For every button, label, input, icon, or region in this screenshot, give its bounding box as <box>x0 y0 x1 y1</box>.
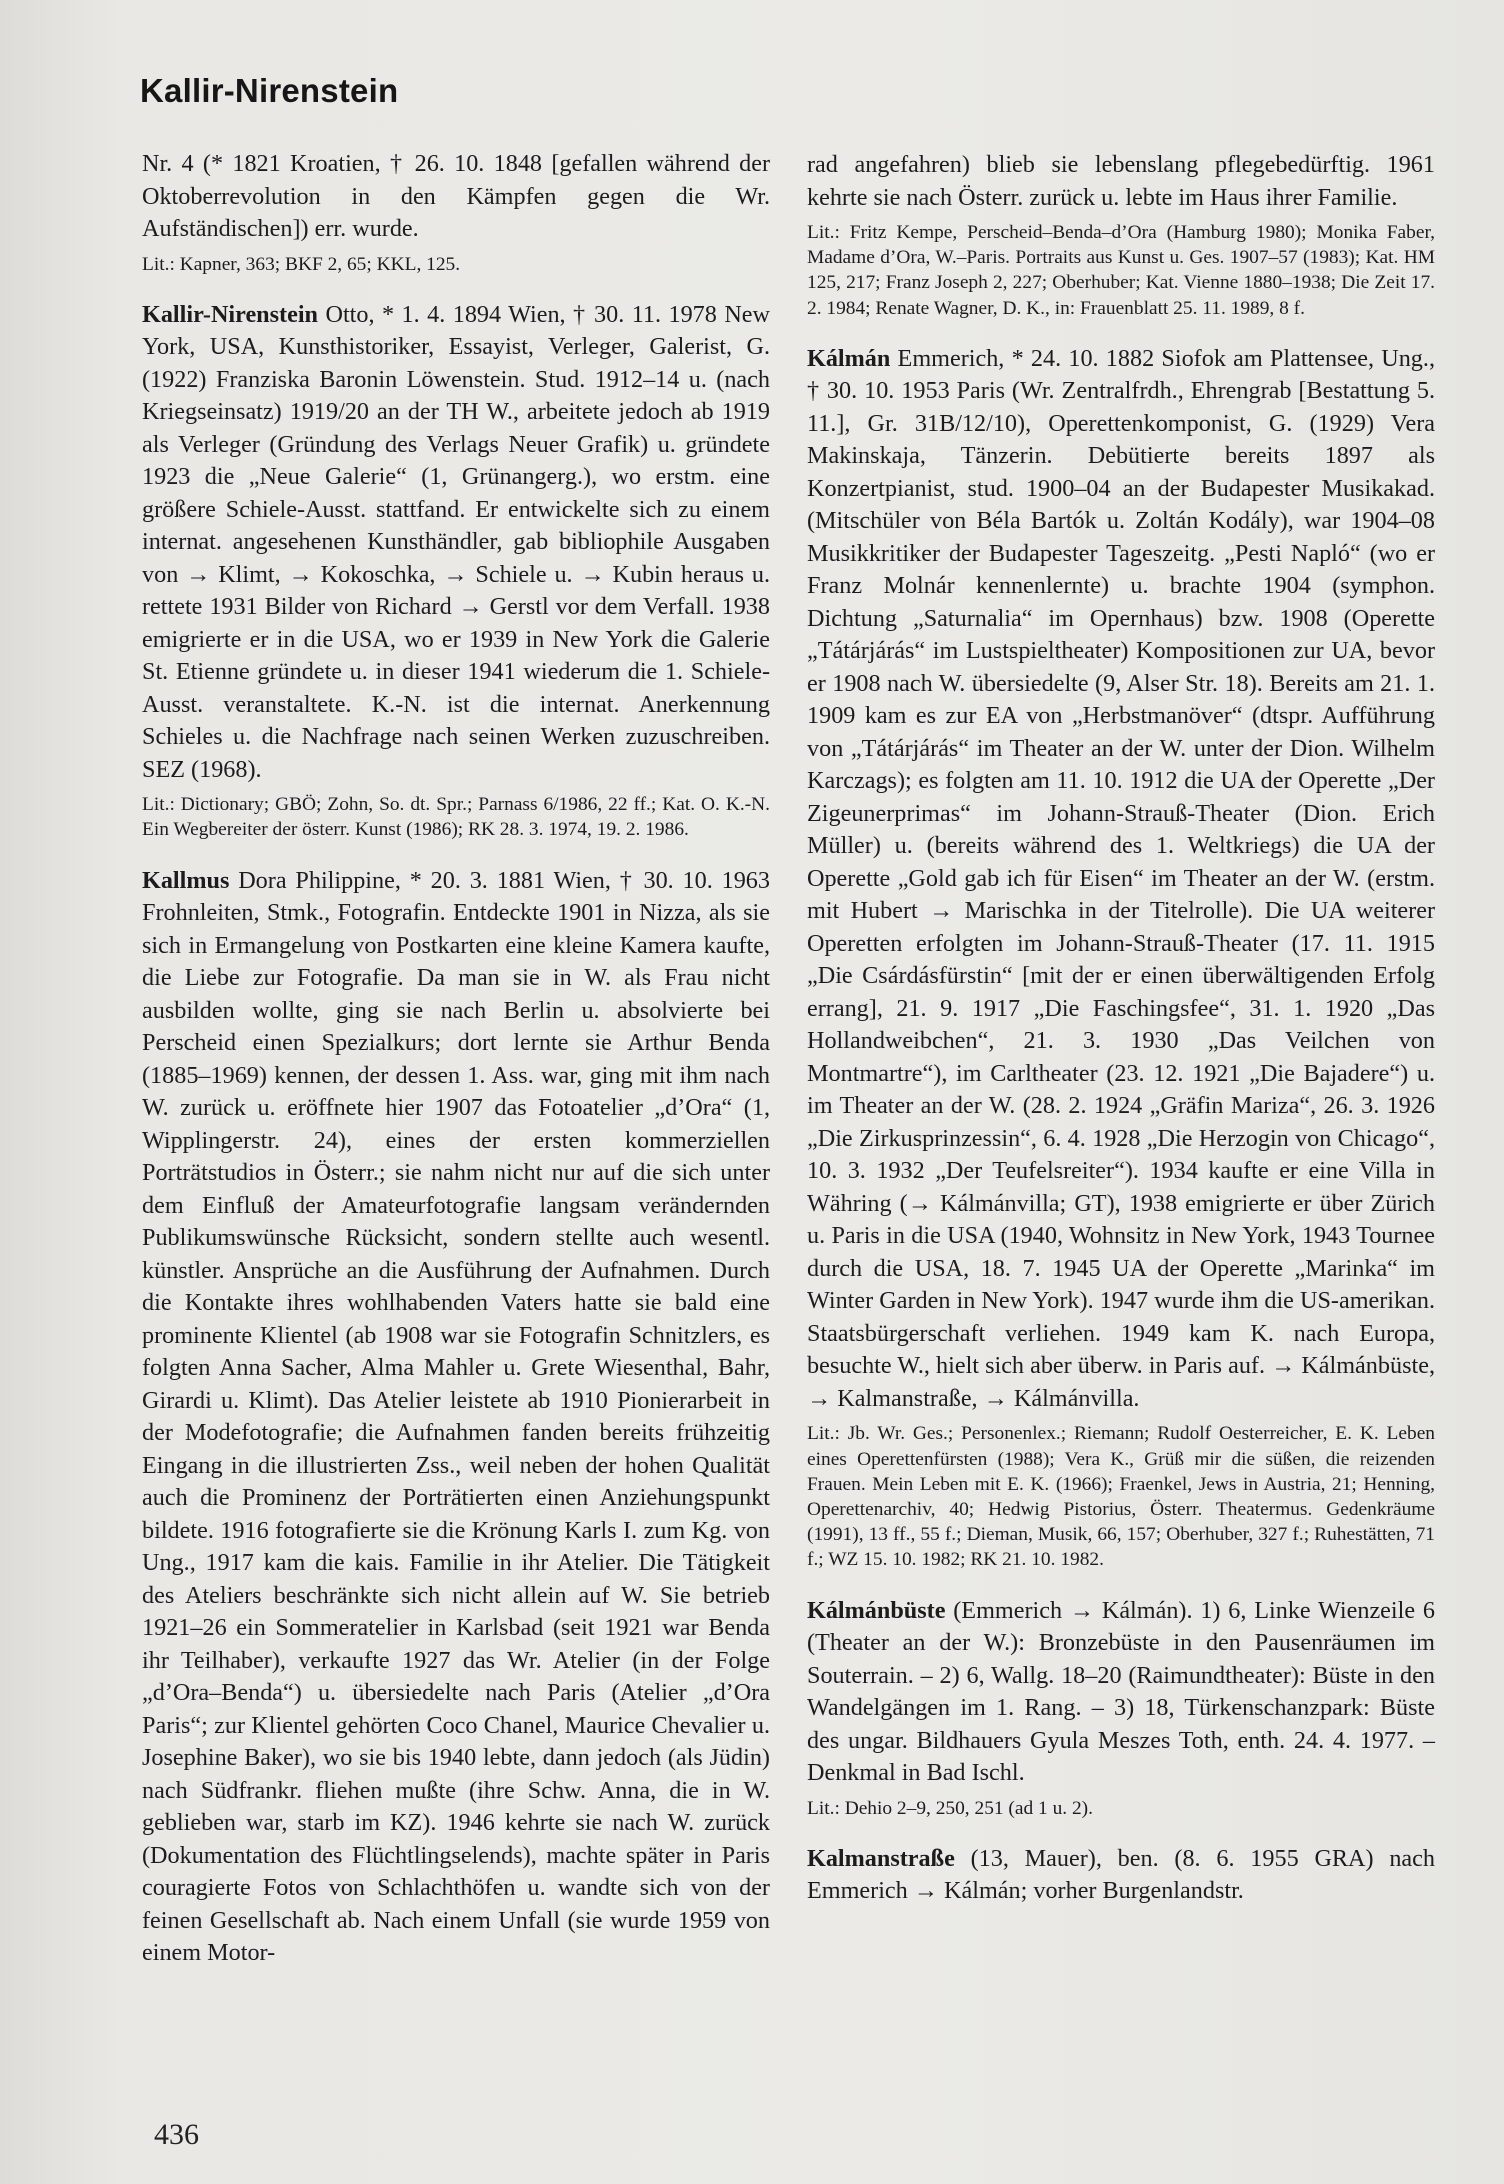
literature-note: Lit.: Dictionary; GBÖ; Zohn, So. dt. Spr.; Parnass 6/1986, 22 ff.; Kat. O. K.-N. Ein Wegbereiter der österr. Kunst (1986); RK 28. 3. 1974, 19. 2. 1986. <box>142 794 770 841</box>
entry-body: (Emmerich → Kálmán). 1) 6, Linke Wienzeile 6 (Theater an der W.): Bronzebüste in den Pausenräumen im Souterrain. – 2) 6, Wallg. 18–20 (Raimundtheater): Büste in den Wandelgängen im 1. Rang. – 3) 18, Türkenschanzpark: Büste des ungar. Bildhauers Gyula Meszes Toth, enth. 24. 4. 1977. – Denkmal in Bad Ischl. <box>807 1596 1435 1787</box>
entry-body: Emmerich, * 24. 10. 1882 Siofok am Plattensee, Ung., † 30. 10. 1953 Paris (Wr. Zentralfrdh., Ehrengrab [Bestattung 5. 11.], Gr. 31B/12/10), Operettenkomponist, G. (1929) Vera Makinskaja, Tänzerin. Debütierte bereits 1897 als Konzertpianist, stud. 1900–04 an der Budapester Musikakad. (Mitschüler von Béla Bartók u. Zoltán Kodály), war 1904–08 Musikkritiker der Budapester Tageszeitg. „Pesti Napló“ (wo er Franz Molnár kennenlernte) u. brachte 1904 (symphon. Dichtung „Saturnalia“ im Opernhaus) bzw. 1908 (Operette „Tátárjárás“ im Lustspieltheater) Kompositionen zur UA, bevor er 1908 nach W. übersiedelte (9, Alser Str. 18). Bereits am 21. 1. 1909 kam es zur EA von „Herbstmanöver“ (dtspr. Aufführung von „Tátárjárás“ im Theater an der W. unter der Dion. Wilhelm Karczags); es folgten am 11. 10. 1912 die UA der Operette „Der Zigeunerprimas“ im Johann-Strauß-Theater (Dion. Erich Müller) u. (bereits während des 1. Weltkriegs) die UA der Operette „Gold gab ich für Eisen“ im Theater an der W. (erstm. mit Hubert → Marischka in der Titelrolle). Die UA weiterer Operetten erfolgten im Johann-Strauß-Theater (17. 11. 1915 „Die Csárdásfürstin“ [mit der er einen überwältigenden Erfolg errang], 21. 9. 1917 „Die Faschingsfee“, 31. 1. 1920 „Das Hollandweibchen“, 21. 3. 1930 „Das Veilchen von Montmartre“), im Carltheater (23. 12. 1921 „Die Bajadere“) u. im Theater an der W. (28. 2. 1924 „Gräfin Mariza“, 26. 3. 1926 „Die Zirkusprinzessin“, 6. 4. 1928 „Die Herzogin von Chicago“, 10. 3. 1932 „Der Teufelsreiter“). 1934 kaufte er eine Villa in Währing (→ Kálmánvilla; GT), 1938 emigrierte er über Zürich u. Paris in die USA (1940, Wohnsitz in New York, 1943 Tournee durch die USA, 18. 7. 1945 UA der Operette „Marinka“ im Winter Garden in New York). 1947 wurde ihm die US-amerikan. Staatsbürgerschaft verliehen. 1949 kam K. nach Europa, besuchte W., hielt sich aber überw. in Paris auf. → Kálmánbüste, → Kalmanstraße, → Kálmánvilla. <box>807 344 1435 1412</box>
page-number: 436 <box>154 2118 199 2151</box>
entry-headword: Kálmán <box>807 344 891 372</box>
literature-note: Lit.: Kapner, 363; BKF 2, 65; KKL, 125. <box>142 253 461 275</box>
entry-kalmanbuste <box>807 1595 1435 1790</box>
entry-continuation: rad angefahren) blieb sie lebenslang pflegebedürftig. 1961 kehrte sie nach Österr. zurück u. lebte im Haus ihrer Familie. <box>807 151 1435 211</box>
running-head: Kallir-Nirenstein <box>140 72 399 109</box>
entry-kalman <box>807 343 1435 1416</box>
entry-body: (13, Mauer), ben. (8. 6. 1955 GRA) nach Emmerich → Kálmán; vorher Burgenlandstr. <box>807 1844 1435 1905</box>
literature-note: Lit.: Fritz Kempe, Perscheid–Benda–d’Ora (Hamburg 1980); Monika Faber, Madame d’Ora, W.–Paris. Portraits aus Kunst u. Ges. 1907–57 (1983); Kat. HM 125, 217; Franz Joseph 2, 227; Oberhuber; Kat. Vienne 1880–1938; Die Zeit 17. 2. 1984; Renate Wagner, D. K., in: Frauenblatt 25. 11. 1989, 8 f. <box>807 222 1435 319</box>
entry-headword: Kallir-Nirenstein <box>142 300 319 328</box>
literature-note: Lit.: Jb. Wr. Ges.; Personenlex.; Riemann; Rudolf Oesterreicher, E. K. Leben eines Operettenfürsten (1988); Vera K., Grüß mir die süßen, die reizenden Frauen. Mein Leben mit E. K. (1966); Fraenkel, Jews in Austria, 21; Henning, Operettenarchiv, 40; Hedwig Pistorius, Österr. Theatermus. Gedenkräume (1991), 13 ff., 55 f.; Dieman, Musik, 66, 157; Oberhuber, 327 f.; Ruhestätten, 71 f.; WZ 15. 10. 1982; RK 21. 10. 1982. <box>807 1423 1435 1571</box>
entry-headword: Kallmus <box>142 866 230 894</box>
entry-kalmanstrasse <box>807 1843 1435 1908</box>
entry-kallir-nirenstein <box>142 299 770 787</box>
right-column <box>807 149 1435 1908</box>
literature-note: Lit.: Dehio 2–9, 250, 251 (ad 1 u. 2). <box>807 1797 1093 1819</box>
entry-headword: Kálmánbüste <box>807 1596 946 1624</box>
entry-body: Dora Philippine, * 20. 3. 1881 Wien, † 30. 10. 1963 Frohnleiten, Stmk., Fotografin. Entdeckte 1901 in Nizza, als sie sich in Ermangelung von Postkarten eine kleine Kamera kaufte, die Liebe zur Fotografie. Da man sie in W. als Frau nicht ausbilden wollte, ging sie nach Berlin u. absolvierte bei Perscheid einen Spezialkurs; dort lernte sie Arthur Benda (1885–1969) kennen, der dessen 1. Ass. war, ging mit ihm nach W. zurück u. eröffnete hier 1907 das Fotoatelier „d’Ora“ (1, Wipplingerstr. 24), eines der ersten kommerziellen Porträtstudios in Österr.; sie nahm nicht nur auf die sich unter dem Einfluß der Amateurfotografie langsam verändernden Publikumswünsche Rücksicht, sondern stellte auch wesentl. künstler. Ansprüche an die Ausführung der Aufnahmen. Durch die Kontakte ihres wohlhabenden Vaters hatte sie bald eine prominente Klientel (ab 1908 war sie Fotografin Schnitzlers, es folgten Anna Sacher, Alma Mahler u. Grete Wiesenthal, Bahr, Girardi u. Klimt). Das Atelier leistete ab 1910 Pionierarbeit in der Modefotografie; die Aufnahmen fanden bereits frühzeitig Eingang in die illustrierten Zss., weil neben der hohen Qualität auch die Prominenz der Porträtierten einen Anziehungspunkt bildete. 1916 fotografierte sie die Krönung Karls I. zum Kg. von Ung., 1917 kam die kais. Familie in ihr Atelier. Die Tätigkeit des Ateliers beschränkte sich nicht allein auf W. Sie betrieb 1921–26 ein Sommeratelier in Karlsbad (seit 1921 war Benda ihr Teilhaber), verkaufte 1927 das Wr. Atelier (in der Folge „d’Ora–Benda“) u. übersiedelte nach Paris (Atelier „d’Ora Paris“; zur Klientel gehörten Coco Chanel, Maurice Chevalier u. Josephine Baker), wo sie bis 1940 lebte, dann jedoch (als Jüdin) nach Südfrankr. fliehen mußte (ihre Schw. Anna, die in W. geblieben war, starb im KZ). 1946 kehrte sie nach W. zurück (Dokumentation des Flüchtlingselends), machte später in Paris couragierte Fotos von Schlachthöfen u. wandte sich von der feinen Gesellschaft ab. Nach einem Unfall (sie wurde 1959 von einem Motor- <box>142 866 770 1967</box>
entry-kallmus <box>142 865 770 1970</box>
left-column <box>142 148 770 1970</box>
entry-continuation: Nr. 4 (* 1821 Kroatien, † 26. 10. 1848 [gefallen während der Oktoberrevolution in den Kämpfen gegen die Wr. Aufständischen]) err. wurde. <box>142 150 770 242</box>
entry-body: Otto, * 1. 4. 1894 Wien, † 30. 11. 1978 New York, USA, Kunsthistoriker, Essayist, Verleger, Galerist, G. (1922) Franziska Baronin Löwenstein. Stud. 1912–14 u. (nach Kriegseinsatz) 1919/20 an der TH W., arbeitete jedoch ab 1919 als Verleger (Gründung des Verlags Neuer Grafik) u. gründete 1923 die „Neue Galerie“ (1, Grünangerg.), wo erstm. eine größere Schiele-Ausst. stattfand. Er entwickelte sich zu einem internat. angesehenen Kunsthändler, gab bibliophile Ausgaben von → Klimt, → Kokoschka, → Schiele u. → Kubin heraus u. rettete 1931 Bilder von Richard → Gerstl vor dem Verfall. 1938 emigrierte er in die USA, wo er 1939 in New York die Galerie St. Etienne gründete u. in dieser 1941 wiederum die 1. Schiele-Ausst. veranstaltete. K.-N. ist die internat. Anerkennung Schieles u. die Nachfrage nach seinen Werken zuzuschreiben. SEZ (1968). <box>142 300 770 783</box>
entry-headword: Kalmanstraße <box>807 1844 955 1872</box>
